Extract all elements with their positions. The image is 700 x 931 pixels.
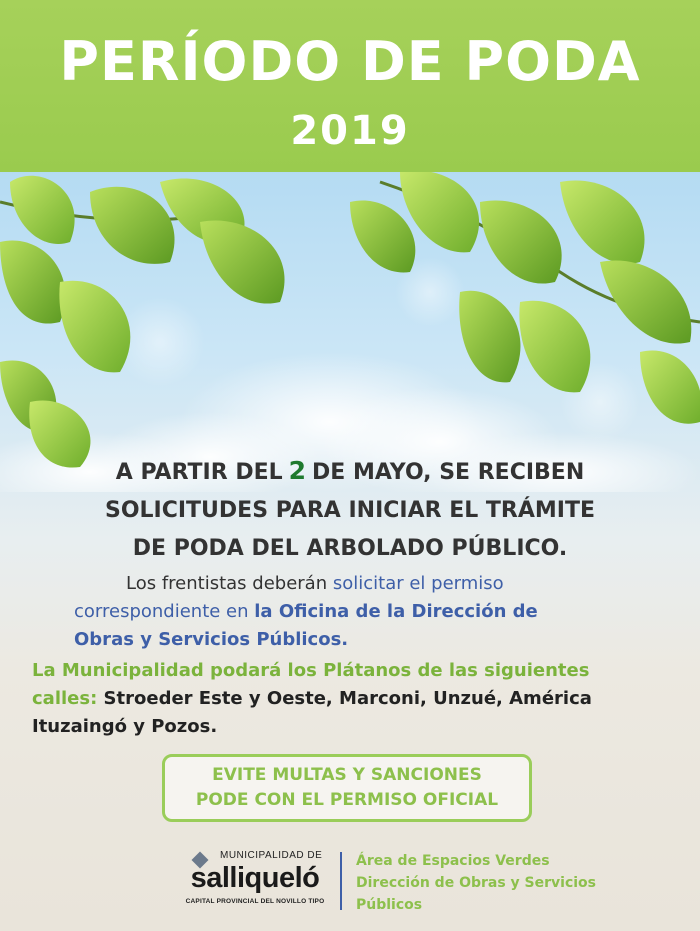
instructions-highlight-1: solicitar el permiso (332, 573, 504, 594)
announcement-day: 2 (288, 456, 307, 485)
footer-line-3: Públicos (356, 897, 423, 913)
poster-title: PERÍODO DE PODA (59, 30, 641, 93)
municipality-notice (32, 657, 682, 741)
instructions-line-2 (74, 598, 654, 626)
footer-department (356, 850, 686, 916)
footer-divider (340, 852, 342, 910)
logo-top-text: MUNICIPALIDAD DE (220, 850, 323, 861)
instructions-line-3 (74, 626, 654, 654)
instructions-text-1: Los frentistas deberán (126, 573, 333, 594)
municipality-intro: La Municipalidad podará los Plátanos de las siguientes (32, 660, 590, 681)
warning-box (162, 754, 532, 822)
announcement-line-2: SOLICITUDES PARA INICIAR EL TRÁMITE (104, 498, 596, 523)
footer-line-1: Área de Espacios Verdes (356, 853, 550, 869)
instructions-text-2: correspondiente en (74, 601, 255, 622)
announcement (0, 452, 700, 568)
announcement-line-1 (0, 452, 700, 492)
leaves-sky-illustration (0, 172, 700, 492)
header-banner (0, 0, 700, 172)
logo-name: salliqueló (190, 862, 320, 894)
announcement-line-3: DE PODA DEL ARBOLADO PÚBLICO. (132, 536, 568, 561)
announcement-suffix: DE MAYO, SE RECIBEN (312, 460, 585, 485)
instructions-line-1 (74, 570, 654, 598)
footer-line-2: Dirección de Obras y Servicios (356, 875, 597, 891)
poster-year: 2019 (290, 108, 410, 154)
warning-line-2: PODE CON EL PERMISO OFICIAL (195, 790, 499, 810)
municipality-label: calles: (32, 688, 104, 709)
municipality-streets-2: Ituzaingó y Pozos. (32, 716, 218, 737)
instructions-highlight-3: Obras y Servicios Públicos. (74, 629, 349, 650)
municipality-streets: Stroeder Este y Oeste, Marconi, Unzué, América (103, 688, 592, 709)
instructions-highlight-2: la Oficina de la Dirección de (254, 601, 538, 622)
logo-subtitle: CAPITAL PROVINCIAL DEL NOVILLO TIPO (185, 898, 325, 905)
municipality-streets-line (32, 685, 682, 713)
instructions (74, 570, 654, 654)
warning-line-1: EVITE MULTAS Y SANCIONES (212, 765, 482, 785)
municipality-logo (180, 848, 330, 912)
announcement-prefix: A PARTIR DEL (115, 460, 283, 485)
